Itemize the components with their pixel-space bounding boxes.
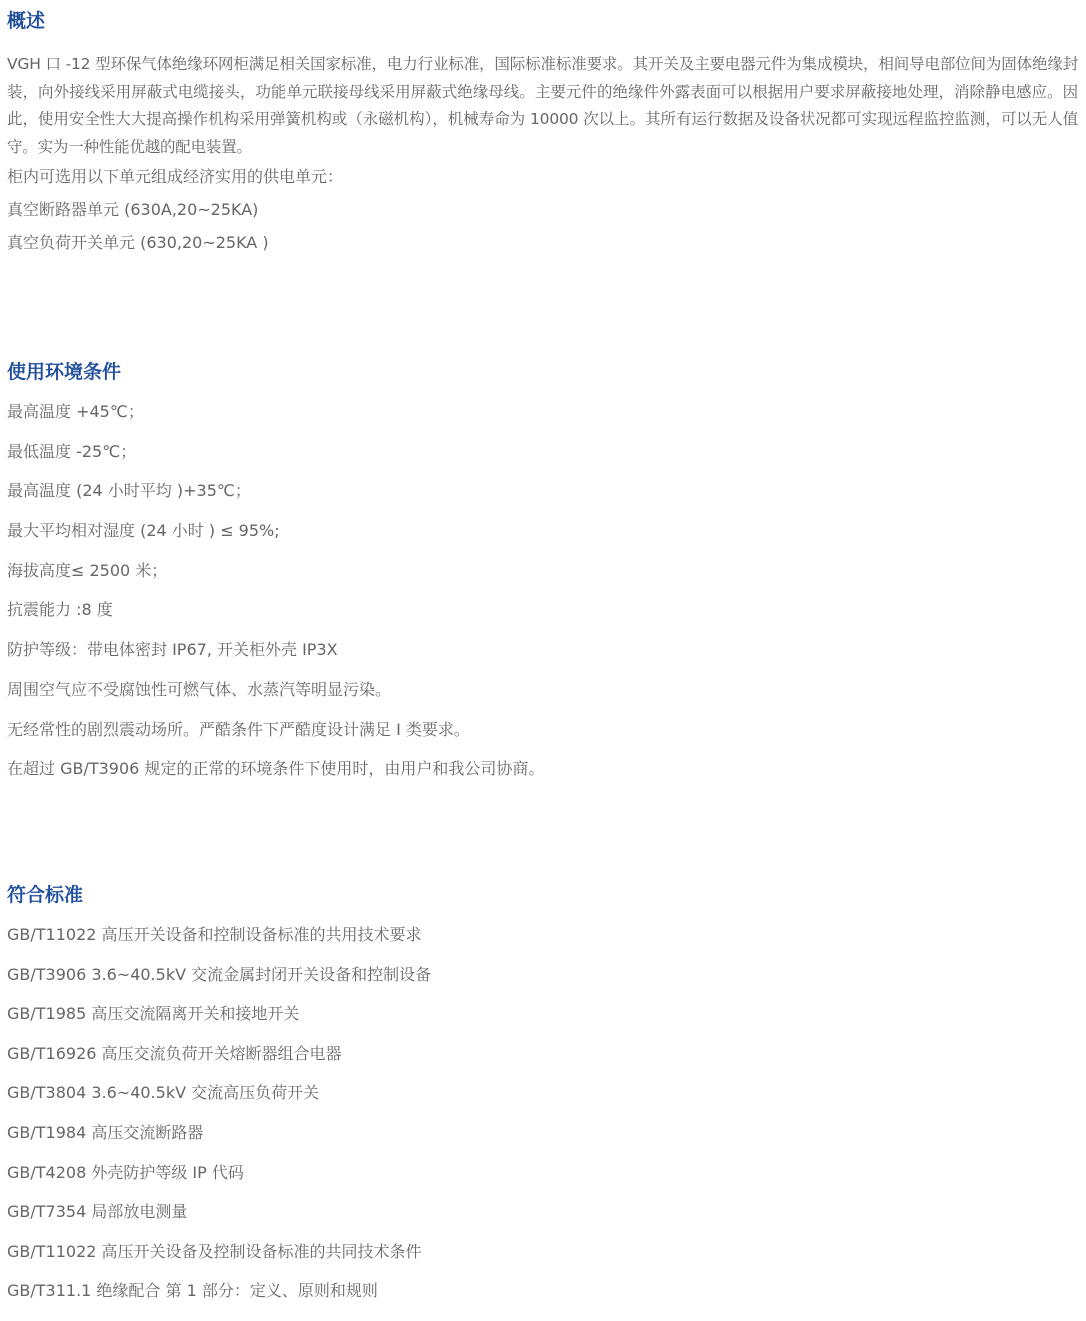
environment-line-vibration: 无经常性的剧烈震动场所。严酷条件下严酷度设计满足 I 类要求。 [7, 719, 470, 739]
standard-item: GB/T11022 高压开关设备和控制设备标准的共用技术要求 [7, 925, 422, 944]
environment-line-min-temp: 最低温度 -25℃； [7, 441, 137, 461]
environment-line-seismic: 抗震能力 :8 度 [7, 600, 113, 620]
standard-item: GB/T16926 高压交流负荷开关熔断器组合电器 [7, 1043, 342, 1063]
environment-line-protection: 防护等级：带电体密封 IP67, 开关柜外壳 IP3X [7, 640, 338, 660]
overview-heading: 概述 [7, 10, 46, 32]
overview-paragraph: VGH 口 -12 型环保气体绝缘环网柜满足相关国家标准，电力行业标准，国际标准标准要求。其开关及主要电器元件为集成模块，相间导电部位间为固体绝缘封装，向外接线采用屏蔽式电缆接头，功能单元联接母线采用屏蔽式绝缘母线。主要元件的绝缘件外露表面可以根据用户要求屏蔽接地处理，消除静电感应。因此，使用安全性大大提高操作机构采用弹簧机构或（永磁机构），机械寿命为 10000 次以上。其所有运行数据及设备状况都可实现远程监控监测，可以无人值守。实为一种性能优越的配电装置。 [7, 55, 1078, 156]
overview-section [7, 10, 1078, 265]
standard-item: GB/T4208 外壳防护等级 IP 代码 [7, 1162, 244, 1182]
overview-line-units-intro: 柜内可选用以下单元组成经济实用的供电单元： [7, 167, 344, 186]
environment-line-avg-temp: 最高温度 (24 小时平均 )+35℃； [7, 481, 251, 501]
standard-item: GB/T3906 3.6~40.5kV 交流金属封闭开关设备和控制设备 [7, 964, 432, 984]
environment-line-max-temp: 最高温度 +45℃； [7, 402, 144, 421]
environment-heading: 使用环境条件 [7, 361, 122, 383]
standards-heading: 符合标准 [7, 884, 84, 906]
environment-section [7, 361, 1078, 798]
overview-line-vacuum-breaker: 真空断路器单元 (630A,20~25KA) [7, 200, 259, 219]
environment-line-negotiation: 在超过 GB/T3906 规定的正常的环境条件下使用时，由用户和我公司协商。 [7, 759, 545, 779]
standards-section [7, 884, 1078, 1320]
standard-item: GB/T3804 3.6~40.5kV 交流高压负荷开关 [7, 1083, 320, 1103]
environment-line-altitude: 海拔高度≤ 2500 米； [7, 560, 168, 580]
overview-line-vacuum-load-switch: 真空负荷开关单元 (630,20~25KA ) [7, 233, 269, 252]
standard-item: GB/T1984 高压交流断路器 [7, 1122, 204, 1142]
environment-line-humidity: 最大平均相对湿度 (24 小时 ) ≤ 95%; [7, 521, 280, 541]
standard-item: GB/T11022 高压开关设备及控制设备标准的共同技术条件 [7, 1241, 422, 1261]
environment-line-air: 周围空气应不受腐蚀性可燃气体、水蒸汽等明显污染。 [7, 679, 392, 699]
standard-item: GB/T1985 高压交流隔离开关和接地开关 [7, 1004, 300, 1024]
standard-item: GB/T7354 局部放电测量 [7, 1202, 188, 1222]
standard-item: GB/T311.1 绝缘配合 第 1 部分：定义、原则和规则 [7, 1281, 378, 1301]
